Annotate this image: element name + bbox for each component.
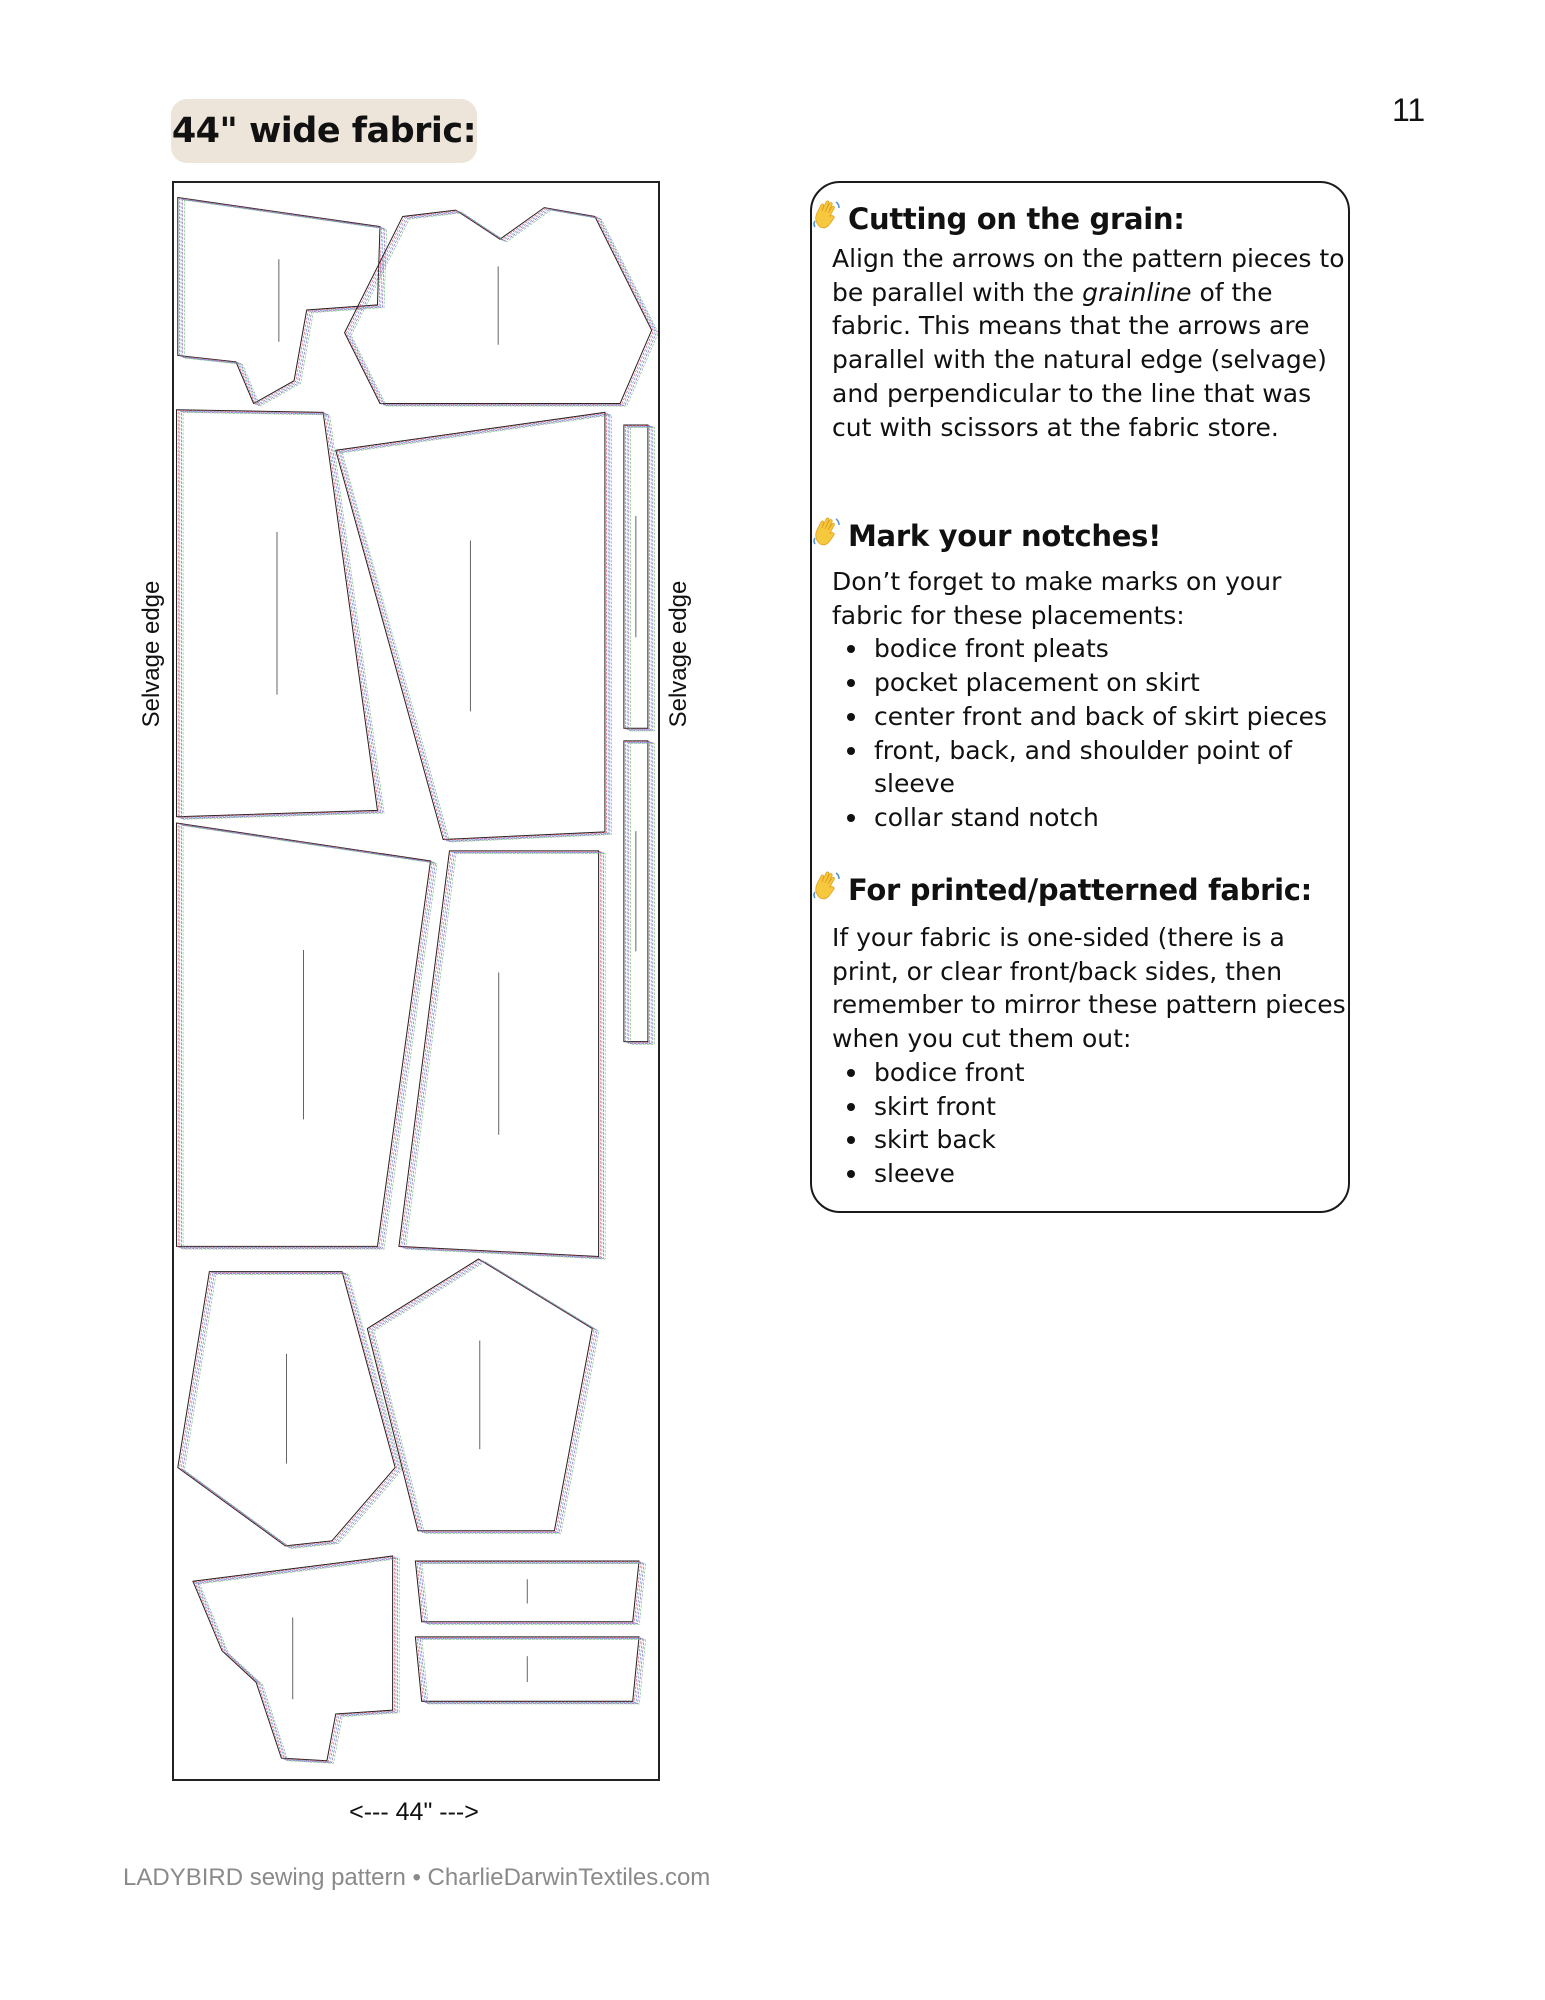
cut-line	[184, 200, 386, 406]
cut-line	[339, 414, 608, 841]
pattern-piece-waistband-strip-2	[624, 741, 655, 1044]
mirror-list	[812, 1056, 1348, 1191]
cut-line	[180, 824, 434, 1247]
cut-line	[630, 428, 654, 731]
cut-line	[420, 1639, 644, 1703]
pattern-piece-pocket	[178, 1272, 402, 1549]
cut-line	[422, 1639, 646, 1703]
section-text: Don’t forget to make marks on your fabric for these placements:	[832, 567, 1282, 630]
pattern-piece-bodice-front-bottom	[193, 1556, 399, 1763]
list-item: front, back, and shoulder point of sleeve	[832, 734, 1348, 801]
cut-line	[183, 1274, 400, 1548]
pattern-piece-bodice-front-top	[178, 198, 387, 407]
pattern-piece-collar-1	[415, 1561, 645, 1624]
cut-line	[183, 199, 385, 405]
cut-line	[179, 1272, 396, 1546]
selvage-edge-left-label: Selvage edge	[138, 580, 165, 728]
section-cutting-grain	[812, 199, 1348, 444]
pattern-piece-skirt-back-right	[399, 851, 605, 1259]
cut-line	[341, 414, 610, 841]
cut-line	[337, 413, 606, 840]
cut-line	[406, 853, 606, 1259]
list-item: collar stand notch	[832, 801, 1348, 835]
cut-line	[181, 199, 383, 405]
pattern-piece-skirt-front-left	[177, 410, 385, 820]
list-item: bodice front pleats	[832, 632, 1348, 666]
waving-hand-icon	[812, 199, 848, 238]
instructions-box	[810, 181, 1350, 1213]
cut-line	[417, 1562, 641, 1623]
pattern-piece-skirt-front-right	[336, 412, 612, 842]
cut-line	[181, 1273, 398, 1547]
section-text: Align the arrows on the pattern pieces to be parallel with the grainline of the fabric. This means that the arrows are parallel with the natural edge (selvage) and perpendicular to the line that was cut with scissors at the fabric store.	[832, 244, 1345, 442]
list-item: skirt back	[832, 1123, 1348, 1157]
page-number: 11	[1392, 92, 1426, 128]
pattern-piece-collar-2	[415, 1637, 645, 1704]
cut-line	[417, 1638, 641, 1702]
section-heading: For printed/patterned fabric:	[848, 872, 1312, 907]
selvage-edge-right-label: Selvage edge	[665, 580, 692, 728]
section-heading: Mark your notches!	[848, 518, 1162, 553]
pattern-piece-sleeve	[367, 1259, 599, 1533]
list-item: bodice front	[832, 1056, 1348, 1090]
cut-line	[420, 1563, 644, 1624]
pattern-piece-bodice-back	[345, 208, 658, 407]
cut-line	[419, 1562, 643, 1623]
cut-line	[402, 852, 602, 1258]
cut-line	[184, 1274, 401, 1548]
cut-line	[419, 1638, 643, 1702]
fabric-width-label: <--- 44" --->	[349, 1798, 479, 1826]
footer-credit: LADYBIRD sewing pattern • CharlieDarwinTextiles.com	[123, 1864, 711, 1891]
list-item: pocket placement on skirt	[832, 666, 1348, 700]
waving-hand-icon	[812, 516, 848, 555]
cut-line	[404, 853, 604, 1259]
page-title: 44" wide fabric:	[171, 111, 477, 151]
cut-line	[629, 427, 653, 730]
pattern-piece-skirt-back-left	[177, 823, 438, 1249]
pattern-pieces	[174, 183, 658, 1779]
section-printed-fabric	[812, 870, 1348, 1191]
list-item: skirt front	[832, 1090, 1348, 1124]
cut-line	[179, 198, 381, 404]
cut-line	[183, 826, 437, 1249]
cut-line	[181, 825, 435, 1248]
cut-line	[198, 1558, 398, 1763]
list-item: sleeve	[832, 1157, 1348, 1191]
notch-list	[812, 632, 1348, 834]
section-mark-notches	[812, 516, 1348, 835]
cut-line	[401, 851, 601, 1257]
cut-line	[178, 824, 432, 1247]
page-title-box	[171, 99, 477, 163]
section-text: If your fabric is one-sided (there is a print, or clear front/back sides, then remember to mirror these pattern pieces when you cut them out:	[832, 923, 1346, 1054]
cut-line	[200, 1559, 400, 1764]
cut-line	[342, 415, 611, 842]
cut-line	[369, 1260, 594, 1532]
cut-line	[178, 410, 379, 817]
cut-line	[195, 1557, 395, 1762]
cut-line	[422, 1564, 646, 1625]
section-heading: Cutting on the grain:	[848, 201, 1185, 236]
cutting-layout-diagram	[172, 181, 660, 1781]
pattern-piece-waistband-strip-1	[624, 425, 655, 731]
list-item: center front and back of skirt pieces	[832, 700, 1348, 734]
waving-hand-icon	[812, 870, 848, 909]
cut-line	[196, 1557, 396, 1762]
